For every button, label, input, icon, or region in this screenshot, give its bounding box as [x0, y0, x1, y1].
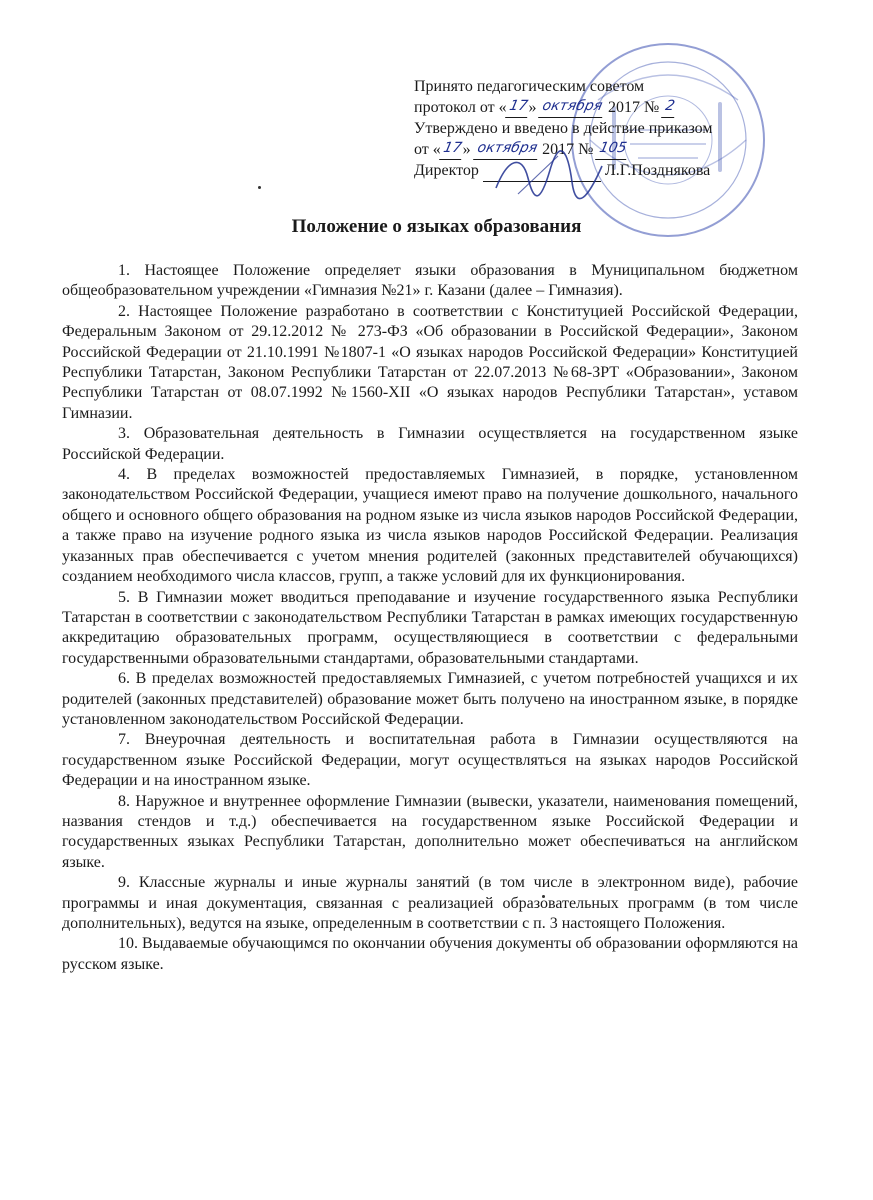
order-day: 17: [439, 138, 466, 160]
scan-speck: [258, 186, 261, 189]
paragraph-6: 6. В пределах возможностей предоставляемых Гимназией, с учетом потребностей учащихся и их родителей (законных представителей) образование может быть получено на иностранном языке, в порядке установленном законодательством Российской Федерации.: [62, 670, 798, 728]
order-month: октября: [473, 138, 541, 160]
signature-blank: [483, 160, 601, 182]
order-prefix: от «: [414, 141, 441, 158]
paragraph-10: 10. Выдаваемые обучающимся по окончании обучения документы об образовании оформляются на русском языке.: [62, 935, 798, 973]
paragraph-5: 5. В Гимназии может вводиться преподавание и изучение государственного языка Республики Татарстан в соответствии с законодательством Республики Татарстан в рамках имеющих государственную аккредитацию образовательных программ, осуществляющиеся в соответствии с федеральными государственными образовательными стандартами, образовательными стандартами.: [62, 588, 798, 667]
approval-council-line: Принято педагогическим советом: [414, 78, 645, 95]
order-number: 105: [596, 138, 631, 160]
paragraph-1: 1. Настоящее Положение определяет языки образования в Муниципальном бюджетном общеобразовательном учреждении «Гимназия №21» г. Казани (далее – Гимназия).: [62, 262, 798, 300]
paragraph-4: 4. В пределах возможностей предоставляемых Гимназией, в порядке, установленном законодательством Российской Федерации, учащиеся имеют право на получение дошкольного, начального общего и основного общего образования на родном языке из числа языков народов Российской Федерации, а также право на изучение родного языка из числа языков народов Российской Федерации. Реализация указанных прав обеспечивается с учетом мнения родителей (законных представителей обучающихся) созданием необходимого числа классов, групп, а также условий для их функционирования.: [62, 466, 798, 586]
protocol-month: октября: [539, 96, 607, 118]
document-body: [62, 261, 798, 975]
protocol-number: 2: [661, 96, 679, 118]
paragraph-7: 7. Внеурочная деятельность и воспитательная работа в Гимназии осуществляются на государственном языке Российской Федерации, могут осуществляться на языках народов Российской Федерации и на иностранном языке.: [62, 731, 798, 790]
paragraph-8: 8. Наружное и внутреннее оформление Гимназии (вывески, указатели, наименования помещений, названия стендов и т.д.) обеспечивается на государственном языке Российской Федерации и государственных языках Республики Татарстан, дополнительно может обеспечиваться на английском языке.: [62, 792, 798, 871]
director-label: Директор: [414, 162, 479, 179]
approval-order-title: Утверждено и введено в действие приказом: [414, 120, 713, 137]
protocol-prefix: протокол от «: [414, 99, 507, 116]
director-name: Л.Г.Позднякова: [604, 162, 711, 179]
paragraph-9: 9. Классные журналы и иные журналы занятий (в том числе в электронном виде), рабочие программы и иная документация, связанная с реализацией образовательных программ (в том числе дополнительных), ведутся на языке, определенным в соответствии с п. 3 настоящего Положения.: [62, 874, 798, 932]
protocol-year: 2017 №: [608, 99, 660, 116]
document-title: Положение о языках образования: [291, 216, 582, 237]
approval-order-line: от «17» октября 2017 № 105: [414, 139, 744, 160]
protocol-day: 17: [505, 96, 532, 118]
approval-protocol-line: протокол от «17» октября 2017 № 2: [414, 97, 744, 118]
order-year: 2017 №: [542, 141, 594, 158]
paragraph-2: 2. Настоящее Положение разработано в соответствии с Конституцией Российской Федерации, Федеральным Законом от 29.12.2012 № 273-ФЗ «Об образовании в Российской Федерации», Законом Российской Федерации от 21.10.1991 №1807-1 «О языках народов Российской Федерации» Конституцией Республики Татарстан, Законом Республики Татарстан от 22.07.2013 №68-ЗРТ «Образовании», Законом Республики Татарстан от 08.07.1992 №1560-XII «О языках народов Республики Татарстан», уставом Гимназии.: [62, 302, 798, 422]
approval-director-line: [414, 160, 744, 181]
paragraph-3: 3. Образовательная деятельность в Гимназии осуществляется на государственном языке Российской Федерации.: [62, 425, 798, 463]
approval-block: [414, 76, 744, 181]
